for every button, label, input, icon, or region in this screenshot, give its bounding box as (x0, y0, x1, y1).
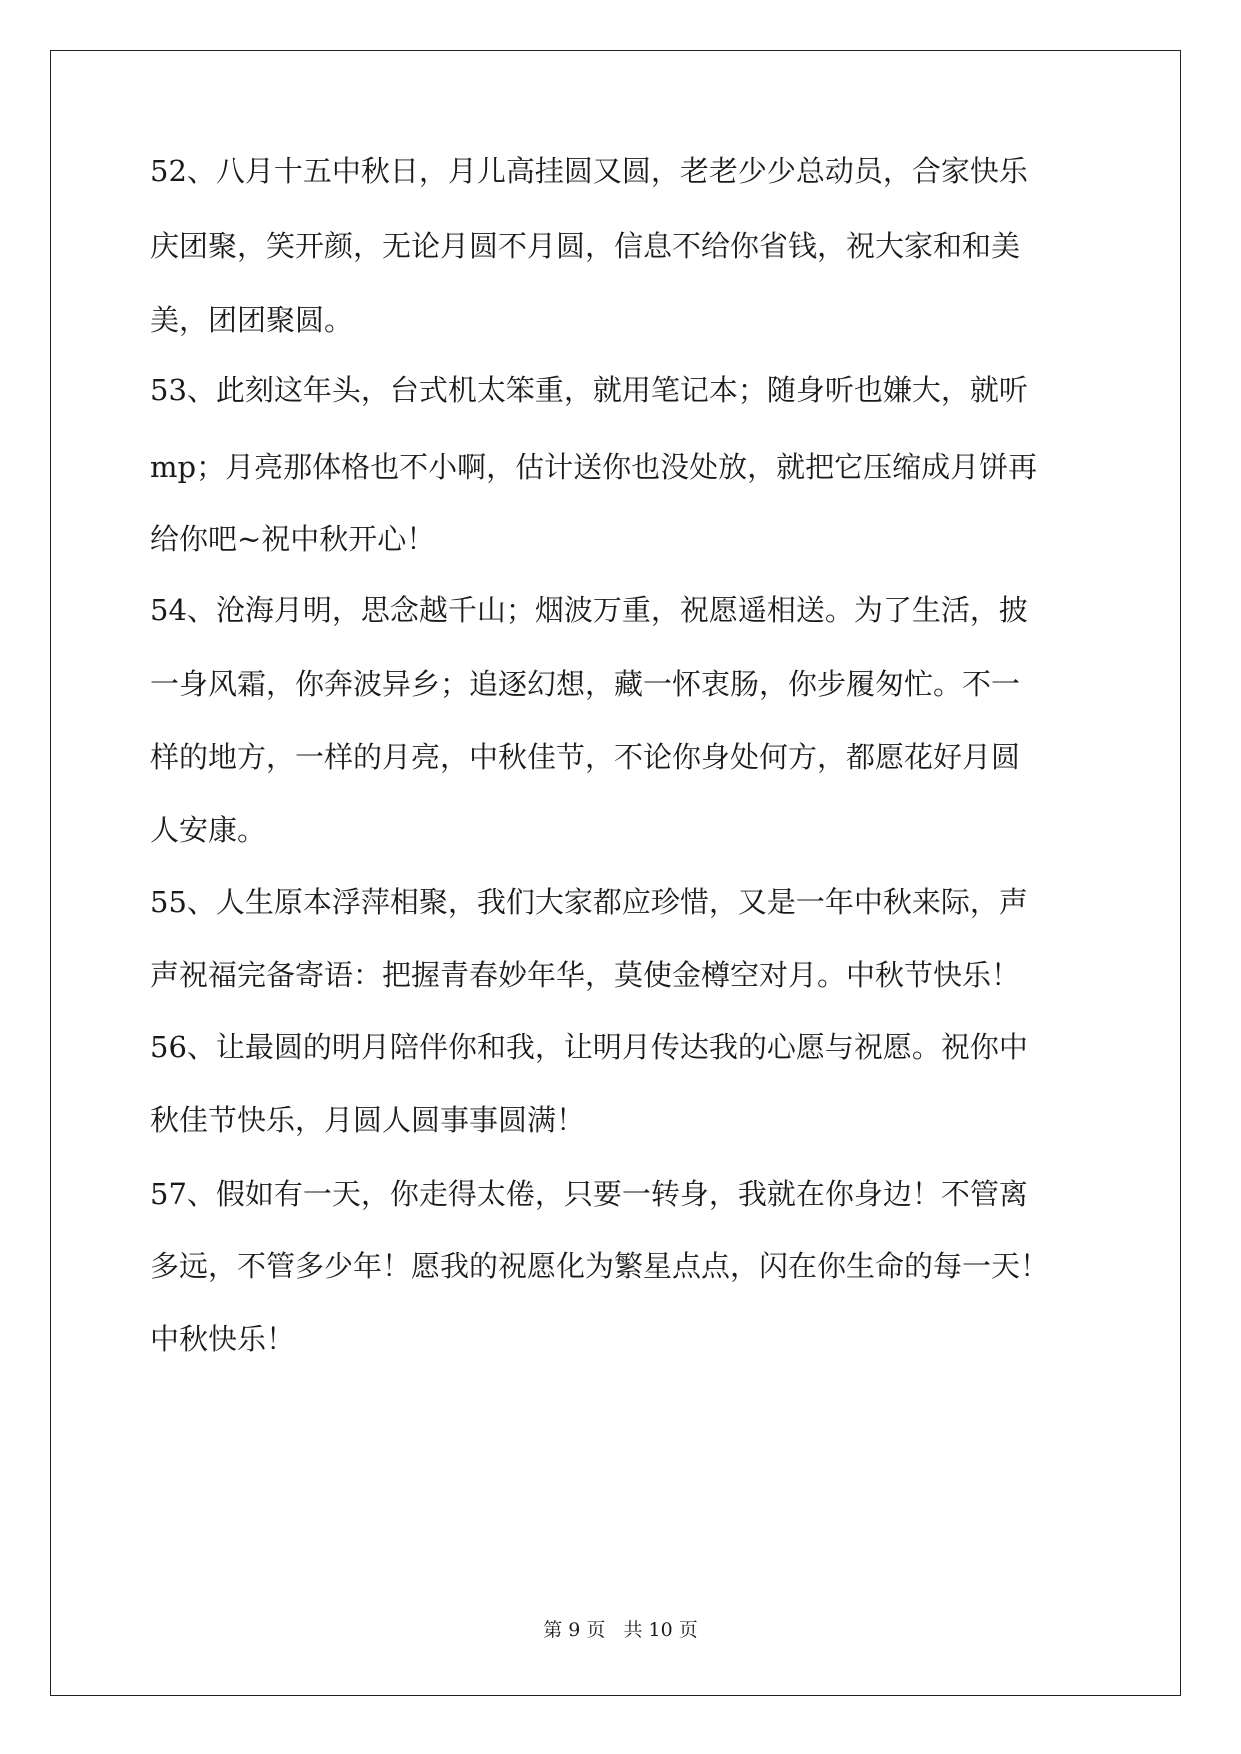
text-line: 中秋快乐！ (150, 1322, 296, 1356)
text-line: 庆团聚，笑开颜，无论月圆不月圆，信息不给你省钱，祝大家和和美 (150, 229, 1021, 263)
text-line: 56、让最圆的明月陪伴你和我，让明月传达我的心愿与祝愿。祝你中 (150, 1030, 1028, 1064)
page-border (50, 50, 1181, 1696)
text-line: 54、沧海月明，思念越千山；烟波万重，祝愿遥相送。为了生活，披 (150, 593, 1028, 627)
text-line: 秋佳节快乐，月圆人圆事事圆满！ (150, 1103, 586, 1137)
text-line: 多远，不管多少年！愿我的祝愿化为繁星点点，闪在你生命的每一天！ (150, 1249, 1050, 1283)
text-line: 57、假如有一天，你走得太倦，只要一转身，我就在你身边！不管离 (150, 1177, 1028, 1211)
text-line: 声祝福完备寄语：把握青春妙年华，莫使金樽空对月。中秋节快乐！ (150, 958, 1021, 992)
text-line: 55、人生原本浮萍相聚，我们大家都应珍惜，又是一年中秋来际，声 (150, 885, 1028, 919)
text-line: 给你吧~祝中秋开心！ (150, 522, 436, 556)
text-line: 样的地方，一样的月亮，中秋佳节，不论你身处何方，都愿花好月圆 (150, 740, 1021, 774)
text-line: 一身风霜，你奔波异乡；追逐幻想，藏一怀衷肠，你步履匆忙。不一 (150, 667, 1021, 701)
text-line: 53、此刻这年头，台式机太笨重，就用笔记本；随身听也嫌大，就听 (150, 373, 1028, 407)
text-line: 人安康。 (150, 813, 267, 847)
text-line: 美，团团聚圆。 (150, 303, 354, 337)
text-line: mp；月亮那体格也不小啊，估计送你也没处放，就把它压缩成月饼再 (150, 450, 1038, 484)
page-number-footer: 第 9 页 共 10 页 (543, 1619, 698, 1641)
text-line: 52、八月十五中秋日，月儿高挂圆又圆，老老少少总动员，合家快乐 (150, 154, 1028, 188)
